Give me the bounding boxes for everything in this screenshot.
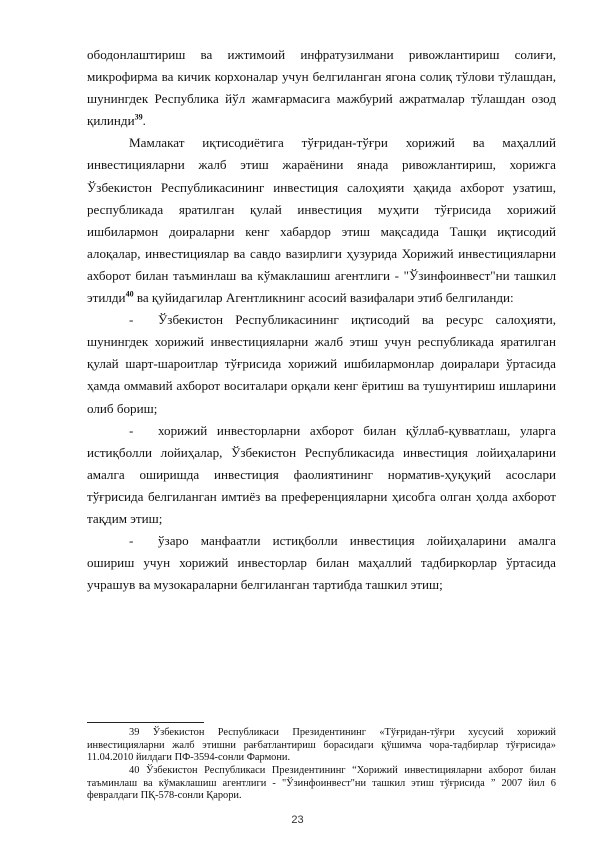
footnotes [87,727,556,804]
paragraph-1-end: . [142,113,146,129]
list-item [87,530,556,596]
list-item-text: хорижий инвесторларни ахборот билан қўллаб-қувватлаш, уларга истиқболли лойиҳалар, Ўзбекистон Республикасида инвестиция лойиҳаларини амалга оширишда инвестиция фаолиятининг норматив-ҳуқуқий асослари тўғрисида белгиланган имтиёз ва преференцияларни ҳисобга олган ҳолда ахборот тақдим этиш; [87,422,556,526]
footnote-40: 40 Ўзбекистон Республикаси Президентининг “Хорижий инвестицияларни ахборот билан таъминлаш ва кўмаклашиш агентлиги - "Ўзинфоинвест"ни ташкил этиш тўғрисида ” 2007 йил 6 февралдаги ПҚ-578-сонли Қарори. [87,765,556,802]
page-number: 23 [291,814,304,826]
list-item [87,420,556,530]
list-item [87,309,556,419]
paragraph-2 [87,132,556,309]
dash-bullet: - [129,422,134,438]
footnote-separator [87,722,204,723]
body-text [87,44,556,596]
list-item-text: Ўзбекистон Республикасининг иқтисодий ва ресурс салоҳияти, шунингдек хорижий инвестицияларни жалб этиш учун республикада яратилган қулай шарт-шароитлар тўғрисида хорижий ишбилармонлар доиралари ўртасида ҳамда оммавий ахборот воситалари орқали кенг ёритиш ва тушунтириш ишларини олиб бориш; [87,312,556,416]
dash-bullet: - [129,533,134,549]
footnote-ref-39[interactable]: 39 [134,112,143,122]
footnote-39: 39 Ўзбекистон Республикаси Президентининг «Тўғридан-тўғри хусусий хорижий инвестицияларни жалб этишни рағбатлантириш борасидаги қўшимча чора-тадбирлар тўғрисида» 11.04.2010 йилдаги ПФ-3594-сонли Фармони. [87,727,556,764]
dash-bullet: - [129,312,134,328]
footnote-ref-40[interactable]: 40 [125,289,134,299]
paragraph-1-text: ободонлаштириш ва ижтимоий инфратузилмани ривожлантириш солиғи, микрофирма ва кичик корхоналар учун белгиланган ягона солиқ тўлови тўлашдан, шунингдек Республика йўл жамғармасига мажбурий ажратмалар тўлашдан озод қилинди [87,47,556,129]
paragraph-1 [87,44,556,132]
list-item-text: ўзаро манфаатли истиқболли инвестиция лойиҳаларини амалга ошириш учун хорижий инвесторлар билан маҳаллий тадбиркорлар ўртасида учрашув ва музокараларни белгиланган тартибда ташкил этиш; [87,533,556,593]
paragraph-2-text-end: ва қуйидагилар Агентликнинг асосий вазифалари этиб белгиланди: [133,290,514,306]
paragraph-2-text: Мамлакат иқтисодиётига тўғридан-тўғри хорижий ва маҳаллий инвестицияларни жалб этиш жараёнини янада ривожлантириш, хорижга Ўзбекистон Республикасининг инвестиция салоҳияти ҳақида ахборот узатиш, республикада яратилган қулай инвестиция муҳити тўғрисида хорижий ишбилармон доираларни кенг хабардор этиш мақсадида Ташқи иқтисодий алоқалар, инвестициялар ва савдо вазирлиги ҳузурида Хорижий инвестицияларни ахборот билан таъминлаш ва кўмаклашиш агентлиги - "Ўзинфоинвест"ни ташкил этилди [87,135,556,306]
